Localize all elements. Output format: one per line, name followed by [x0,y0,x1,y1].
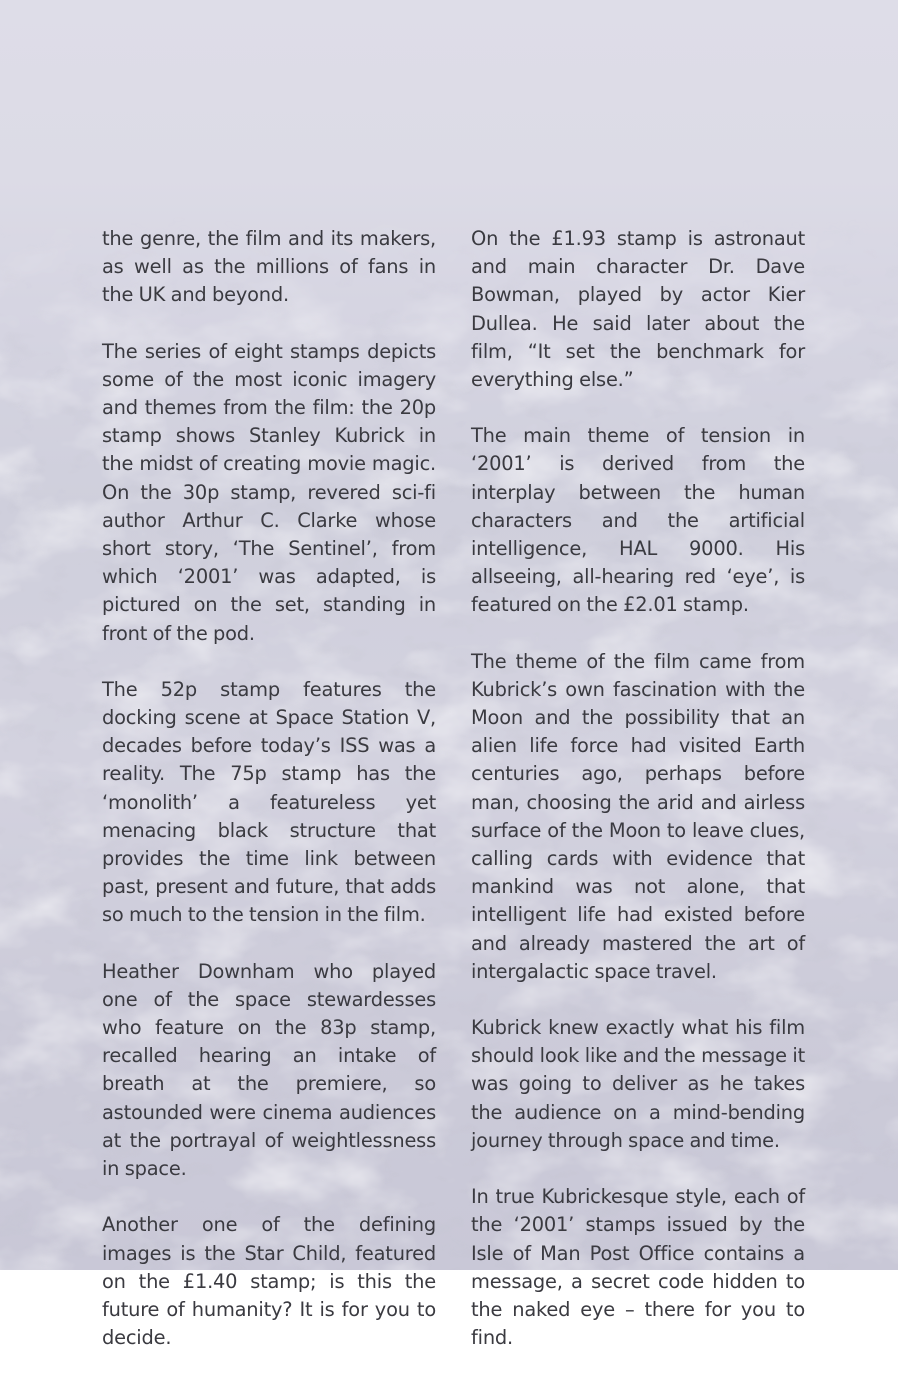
paragraph: Kubrick knew exactly what his film should look like and the message it was going to deliver as he takes the audience on a mind-bending journey through space and time. [471,1016,805,1152]
paragraph: The 52p stamp features the docking scene at Space Station V, decades before today’s ISS was a reality. The 75p stamp has the ‘monolith’ a featureless yet menacing black structure that provides the time link between past, present and future, that adds so much to the tension in the film. [102,677,436,927]
paragraph: The theme of the film came from Kubrick’s own fascination with the Moon and the possibility that an alien life force had visited Earth centuries ago, perhaps before man, choosing the arid and airless surface of the Moon to leave clues, calling cards with evidence that mankind was not alone, that intelligent life had existed before and already mastered the art of intergalactic space travel. [471,649,805,983]
paragraph: The series of eight stamps depicts some of the most iconic imagery and themes from the film: the 20p stamp shows Stanley Kubrick in the midst of creating movie magic. On the 30p stamp, revered sci-fi author Arthur C. Clarke whose short story, ‘The Sentinel’, from which ‘2001’ was adapted, is pictured on the set, standing in front of the pod. [102,339,436,645]
left-text-column [102,225,436,1380]
paragraph: In true Kubrickesque style, each of the ‘2001’ stamps issued by the Isle of Man Post Office contains a message, a secret code hidden to the naked eye – there for you to find. [471,1185,805,1350]
paragraph: the genre, the film and its makers, as well as the millions of fans in the UK and beyond. [102,227,436,307]
paragraph: Heather Downham who played one of the space stewardesses who feature on the 83p stamp, recalled hearing an intake of breath at the premiere, so astounded were cinema audiences at the portrayal of weightlessness in space. [102,959,436,1181]
paragraph: Another one of the defining images is the Star Child, featured on the £1.40 stamp; is this the future of humanity? It is for you to decide. [102,1213,436,1350]
paragraph: The main theme of tension in ‘2001’ is derived from the interplay between the human characters and the artificial intelligence, HAL 9000. His allseeing, all-hearing red ‘eye’, is featured on the £2.01 stamp. [471,424,805,617]
right-text-column [471,225,805,1380]
paragraph: On the £1.93 stamp is astronaut and main character Dr. Dave Bowman, played by actor Kier Dullea. He said later about the film, “It set the benchmark for everything else.” [471,227,805,392]
